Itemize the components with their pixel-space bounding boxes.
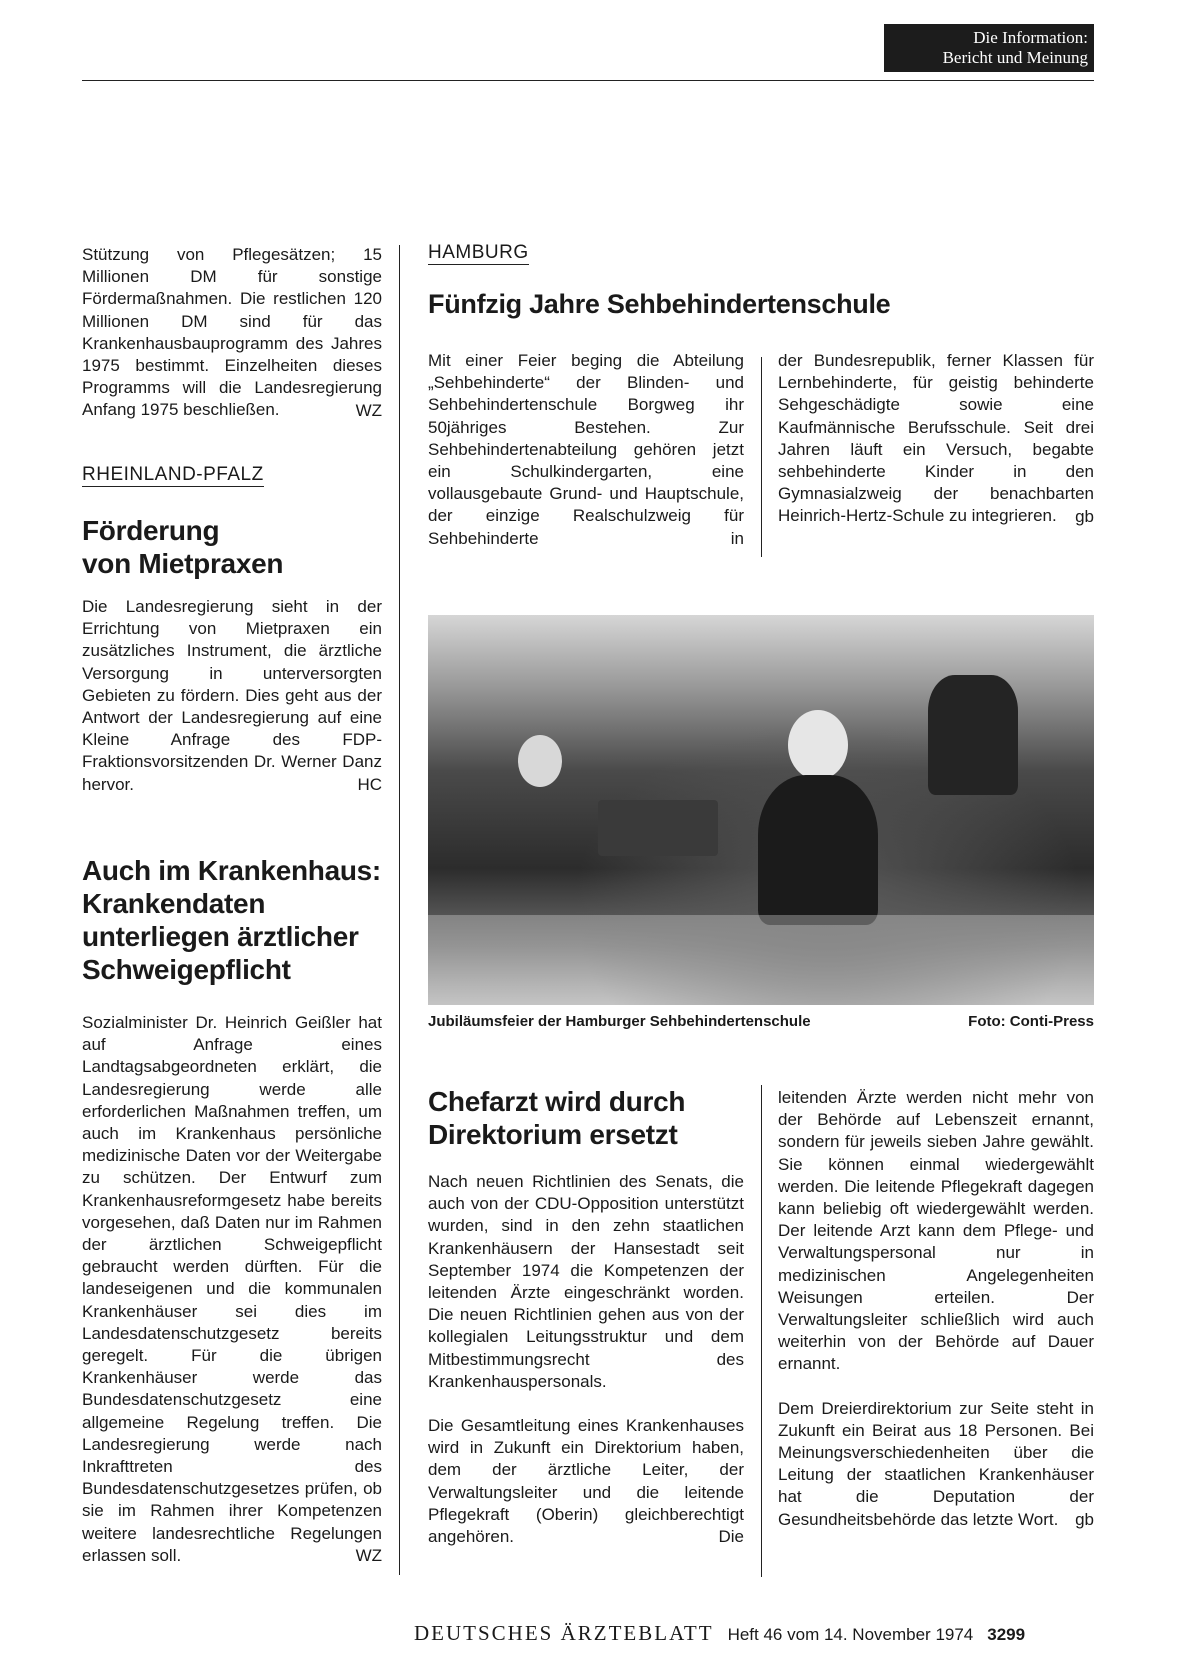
hamburg-headline [428,288,1094,321]
photo-figure-body [758,775,878,925]
article1-headline-line2: von Mietpraxen [82,548,284,579]
article3-col2 [778,1087,1094,1531]
badge-line-2: Bericht und Meinung [942,48,1088,67]
article2-headline-line4: Schweigepflicht [82,954,291,985]
magazine-title: DEUTSCHES ÄRZTEBLATT [414,1621,714,1645]
article3-headline-line2: Direktorium ersetzt [428,1119,678,1150]
article1-headline [82,514,382,580]
intro-text: Stützung von Pflegesätzen; 15 Millionen DM für sonstige Fördermaßnahmen. Die restlichen 120 Millionen DM sind für das Krankenhausbauprogramm des Jahres 1975 bestimmt. Einzelheiten dieses Programms will die Landesregierung Anfang 1975 beschließen. [82,245,382,420]
article2-headline [82,854,392,986]
photo-credit: Foto: Conti-Press [968,1013,1094,1030]
article3-para4: Dem Dreierdirektorium zur Seite steht in Zukunft ein Beirat aus 18 Personen. Bei Meinungsverschiedenheiten über die Leitung der staatlichen Krankenhäuser hat die Deputation der Gesundheitsbehörde das letzte Wort. [778,1398,1094,1529]
page-footer [414,1621,1094,1646]
article1-headline-line1: Förderung [82,515,220,546]
hamburg-text-col2: der Bundesrepublik, ferner Klassen für Lernbehinderte, für geistig behinderte Sehgeschädigte sowie eine Kaufmännische Berufsschule. Seit drei Jahren läuft ein Versuch, begabte sehbehinderte Kinder in den Gymnasialzweig der benachbarten Heinrich-Hertz-Schule zu integrieren. [778,351,1094,526]
issue-info: Heft 46 vom 14. November 1974 [727,1625,974,1644]
photo-figure-child [518,735,562,787]
intro-block [82,244,382,422]
hamburg-column-divider [761,357,762,557]
column-divider [399,245,400,1575]
article3-headline-line1: Chefarzt wird durch [428,1086,686,1117]
top-rule [82,80,1094,81]
hamburg-headline-text: Fünfzig Jahre Sehbehindertenschule [428,289,891,319]
article3-col1 [428,1171,744,1548]
article2-signature: WZ [355,1546,382,1566]
article2-body [82,1012,382,1567]
rubric-hamburg-label: HAMBURG [428,242,529,263]
ceremony-photo [428,615,1094,1005]
article3-para1: Nach neuen Richtlinien des Senats, die auch von der CDU-Opposition unterstützt wurden, sind in den zehn staatlichen Krankenhäusern der Hansestadt seit September 1974 die Kompetenzen der leitenden Ärzte eingeschränkt worden. Die neuen Richtlinien gehen aus von der kollegialen Leitungsstruktur und dem Mitbestimmungsrecht des Krankenhauspersonals. [428,1172,744,1391]
photo-instrument [598,800,718,856]
photo-caption: Jubiläumsfeier der Hamburger Sehbehindertenschule [428,1013,811,1030]
page-number: 3299 [987,1625,1026,1644]
article3-signature: gb [1075,1509,1094,1529]
hamburg-col2 [778,350,1094,528]
article1-text: Die Landesregierung sieht in der Errichtung von Mietpraxen ein zusätzliches Instrument, die ärztliche Versorgung in unterversorgten Gebieten zu fördern. Dies geht aus der Antwort der Landesregierung auf eine Kleine Anfrage des FDP-Fraktionsvorsitzenden Dr. Werner Danz hervor. [82,597,382,794]
article3-para2: Die Gesamtleitung eines Krankenhauses wird in Zukunft ein Direktorium haben, dem der ärztliche Leiter, der Verwaltungsleiter und die leitende Pflegekraft (Oberin) gleichberechtigt angehören. Die [428,1416,744,1547]
rubric-rheinland-pfalz [82,463,264,487]
article3-headline [428,1085,744,1151]
photo-figure-speaker [788,710,848,780]
article2-headline-line2: Krankendaten [82,888,266,919]
photo-audience-figure [928,675,1018,795]
article2-headline-line1: Auch im Krankenhaus: [82,855,381,886]
badge-line-1: Die Information: [973,28,1088,47]
article2-headline-line3: unterliegen ärztlicher [82,921,359,952]
article1-signature: HC [357,774,382,794]
article1-body [82,596,382,796]
article3-para3: leitenden Ärzte werden nicht mehr von der Behörde auf Lebenszeit ernannt, sondern für jeweils sieben Jahre gewählt. Sie können einmal wiedergewählt werden. Die leitende Pflegekraft dagegen kann beliebig oft wiedergewählt werden. Der leitende Arzt kann dem Pflege- und Verwaltungspersonal nur in medizinischen Angelegenheiten Weisungen erteilen. Der Verwaltungsleiter schließlich wird auch weiterhin von der Behörde auf Dauer ernannt. [778,1088,1094,1374]
intro-signature: WZ [355,400,382,420]
photo-floor [428,915,1094,1005]
article2-text: Sozialminister Dr. Heinrich Geißler hat auf Anfrage eines Landtagsabgeordneten erklärt, die Landesregierung werde alle erforderlichen Maßnahmen treffen, um auch im Krankenhaus persönliche medizinische Daten vor der Weitergabe zu schützen. Der Entwurf zum Krankenhausreformgesetz habe bereits vorgesehen, daß Daten nur im Rahmen der ärztlichen Schweigepflicht gebraucht werden dürften. Für die landeseigenen und die kommunalen Krankenhäuser sei dies im Landesdatenschutzgesetz bereits geregelt. Für die übrigen Krankenhäuser werde das Bundesdatenschutzgesetz eine allgemeine Regelung treffen. Die Landesregierung werde nach Inkrafttreten des Bundesdatenschutzgesetzes prüfen, ob sie im Rahmen ihrer Kompetenzen weitere landesrechtliche Regelungen erlassen soll. [82,1013,382,1565]
rubric-label: RHEINLAND-PFALZ [82,464,264,485]
hamburg-col1 [428,350,744,550]
rubric-hamburg [428,241,529,265]
hamburg-text-col1: Mit einer Feier beging die Abteilung „Sehbehinderte“ der Blinden- und Sehbehindertenschule Borgweg ihr 50jähriges Bestehen. Zur Sehbehindertenabteilung gehören jetzt ein Schulkindergarten, eine vollausgebaute Grund- und Hauptschule, der einzige Realschulzweig für Sehbehinderte in [428,351,744,548]
section-badge [884,24,1094,72]
article3-column-divider [761,1085,762,1577]
hamburg-signature: gb [1075,506,1094,526]
